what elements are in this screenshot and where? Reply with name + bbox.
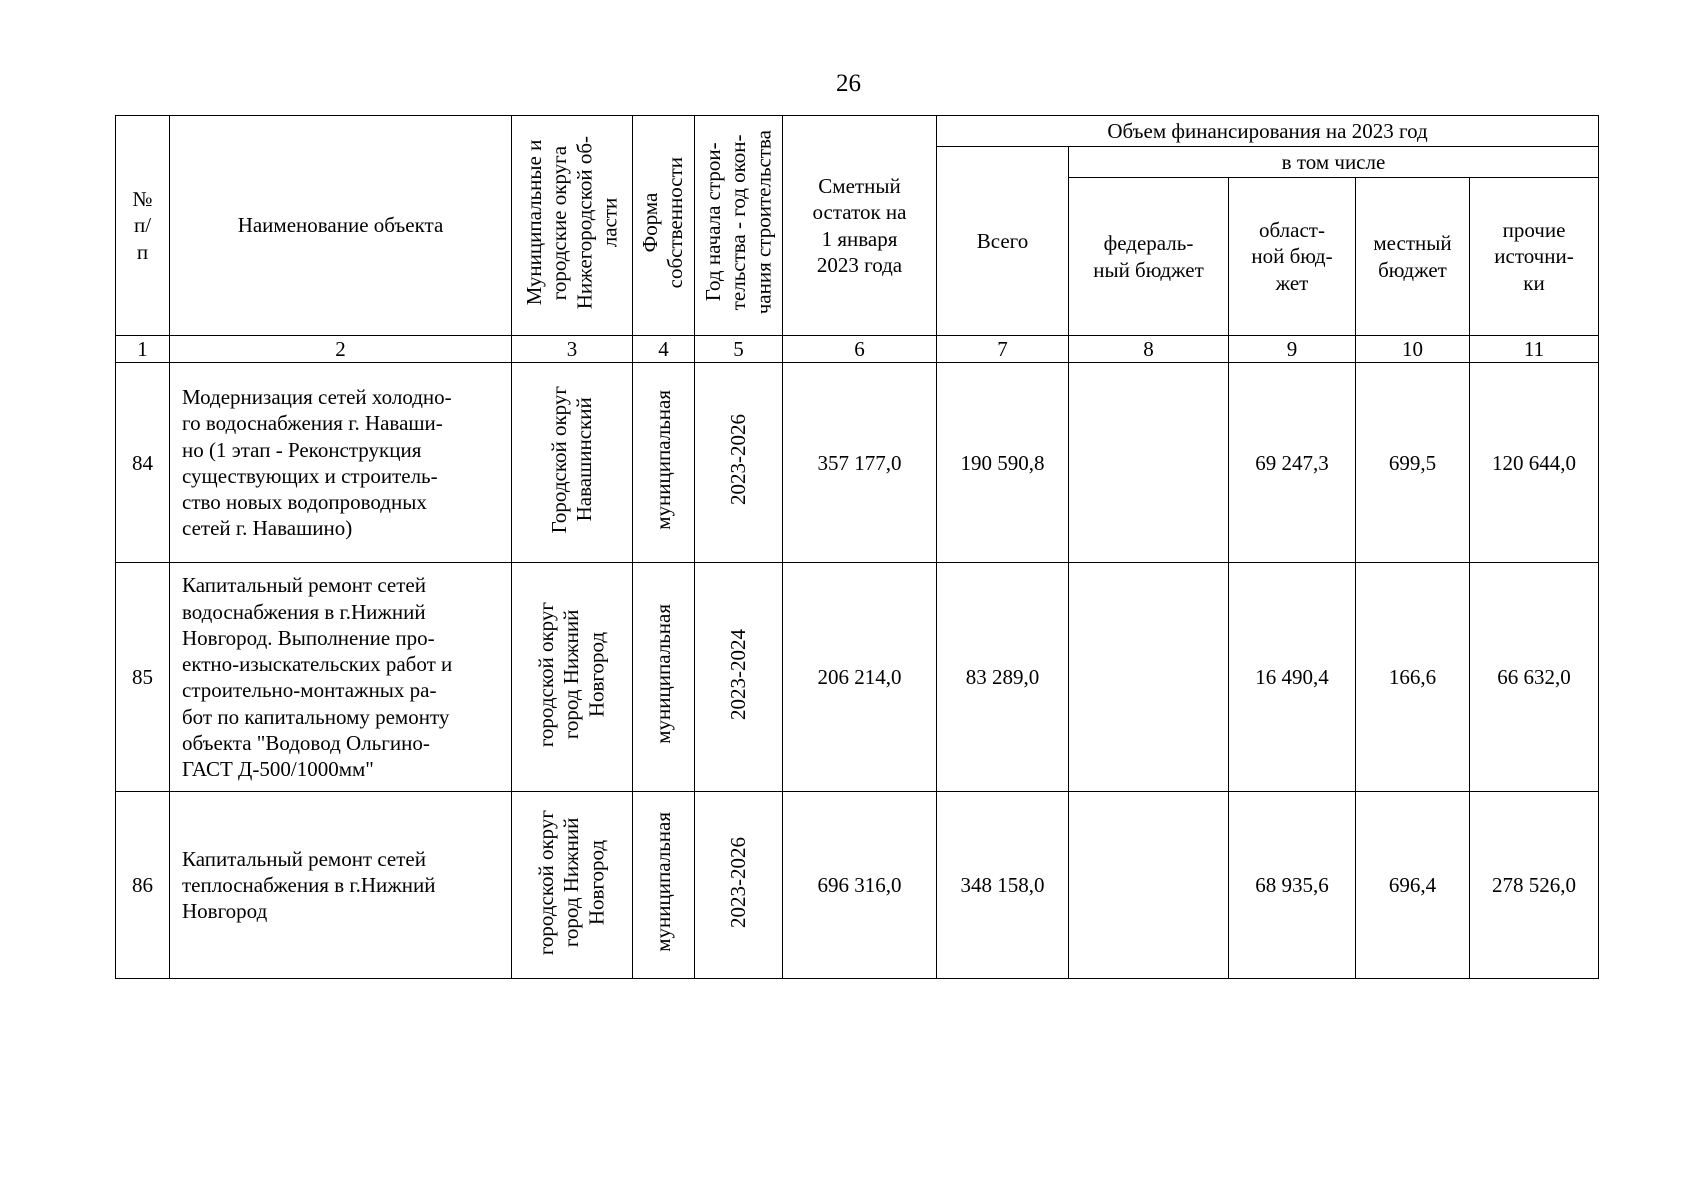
row-local: 166,6	[1356, 563, 1470, 792]
column-number: 11	[1470, 336, 1599, 363]
column-number-row	[116, 336, 1599, 363]
row-other: 66 632,0	[1470, 563, 1599, 792]
header-other-l3: ки	[1523, 270, 1545, 295]
column-number: 9	[1229, 336, 1356, 363]
table-row	[116, 792, 1599, 979]
row-name-line: водоснабжения в г.Нижний	[182, 599, 426, 624]
row-municipality-line: город Нижний	[559, 609, 584, 739]
row-municipality-line: городской округ	[534, 601, 559, 747]
row-years-text: 2023-2024	[725, 628, 750, 720]
row-total: 190 590,8	[937, 363, 1069, 563]
row-name-line: ектно-изыскательских работ и	[182, 652, 453, 676]
header-years-l2: тельства - год окон-	[725, 134, 750, 311]
row-total: 348 158,0	[937, 792, 1069, 979]
column-number: 10	[1356, 336, 1470, 363]
row-other: 278 526,0	[1470, 792, 1599, 979]
header-num-l3: п	[136, 239, 149, 264]
column-number: 8	[1069, 336, 1229, 363]
header-local-l2: бюджет	[1378, 257, 1447, 282]
header-other-l2: источни-	[1494, 244, 1574, 269]
table-row	[116, 363, 1599, 563]
row-balance: 696 316,0	[783, 792, 937, 979]
row-num: 85	[116, 563, 170, 792]
header-federal-l1: федераль-	[1103, 231, 1194, 256]
row-federal	[1069, 563, 1229, 792]
header-regional-l2: ной бюд-	[1251, 244, 1333, 269]
row-municipality-line: городской округ	[534, 809, 559, 955]
row-municipality	[512, 363, 633, 563]
financing-table	[115, 115, 1599, 979]
header-name: Наименование объекта	[170, 116, 512, 336]
row-federal	[1069, 363, 1229, 563]
row-local: 699,5	[1356, 363, 1470, 563]
row-municipality-line: Городской округ	[546, 385, 571, 534]
row-federal	[1069, 792, 1229, 979]
table-row	[116, 563, 1599, 792]
header-ownership-l1: Форма	[638, 192, 663, 253]
row-years	[695, 363, 783, 563]
header-regional	[1229, 178, 1356, 336]
row-name	[170, 792, 512, 979]
row-municipality	[512, 563, 633, 792]
row-name-line: го водоснабжения г. Наваши-	[182, 411, 443, 436]
header-including-group: в том числе	[1069, 147, 1599, 178]
row-name-line: Капитальный ремонт сетей	[182, 846, 426, 871]
header-financing-group: Объем финансирования на 2023 год	[937, 116, 1599, 147]
column-number: 2	[170, 336, 512, 363]
row-ownership-text: муниципальная	[650, 812, 675, 952]
header-federal	[1069, 178, 1229, 336]
header-regional-l1: област-	[1259, 218, 1325, 243]
row-num: 84	[116, 363, 170, 563]
row-balance: 357 177,0	[783, 363, 937, 563]
row-name-line: Новгород. Выполнение про-	[182, 625, 435, 650]
header-municipality-l1: Муниципальные и	[521, 139, 546, 306]
row-name-line: объекта "Водовод Ольгино-	[182, 730, 430, 755]
header-num-l2: п/	[133, 213, 152, 238]
header-municipality	[512, 116, 633, 336]
header-local	[1356, 178, 1470, 336]
row-name-line: ство новых водопроводных	[182, 490, 427, 514]
row-name-line: Модернизация сетей холодно-	[182, 385, 452, 409]
header-municipality-l4: ласти	[597, 197, 622, 248]
column-number: 4	[633, 336, 695, 363]
row-ownership	[633, 363, 695, 563]
row-other: 120 644,0	[1470, 363, 1599, 563]
column-number: 6	[783, 336, 937, 363]
column-number: 5	[695, 336, 783, 363]
row-name	[170, 363, 512, 563]
row-ownership-text: муниципальная	[650, 604, 675, 744]
header-ownership-l2: собственности	[663, 156, 688, 289]
header-balance	[783, 116, 937, 336]
row-municipality-line: Навашинский	[572, 397, 596, 522]
row-name-line: ГАСТ Д-500/1000мм"	[182, 757, 374, 781]
row-name-line: строительно-монтажных ра-	[182, 678, 437, 703]
row-years	[695, 563, 783, 792]
header-balance-l1: Сметный	[818, 174, 901, 198]
header-other-l1: прочие	[1502, 218, 1566, 243]
row-ownership	[633, 792, 695, 979]
header-years-l1: Год начала строи-	[700, 142, 725, 302]
header-balance-l3: 1 января	[821, 226, 898, 251]
header-balance-l4: 2023 года	[816, 252, 903, 277]
header-years	[695, 116, 783, 336]
row-years-text: 2023-2026	[725, 414, 750, 506]
row-num: 86	[116, 792, 170, 979]
row-municipality-line: город Нижний	[559, 817, 584, 947]
row-regional: 69 247,3	[1229, 363, 1356, 563]
header-federal-l2: ный бюджет	[1093, 257, 1204, 282]
header-local-l1: местный	[1373, 231, 1452, 256]
row-name-line: Новгород	[182, 899, 268, 924]
header-municipality-l2: городские округа	[546, 145, 571, 300]
row-years-text: 2023-2026	[725, 836, 750, 928]
header-balance-l2: остаток на	[812, 200, 907, 225]
header-ownership	[633, 116, 695, 336]
row-name-line: теплоснабжения в г.Нижний	[182, 873, 436, 898]
row-municipality	[512, 792, 633, 979]
row-municipality-line: Новгород	[584, 631, 609, 717]
row-name-line: сетей г. Навашино)	[182, 516, 353, 541]
row-regional: 68 935,6	[1229, 792, 1356, 979]
row-regional: 16 490,4	[1229, 563, 1356, 792]
row-ownership	[633, 563, 695, 792]
row-ownership-text: муниципальная	[650, 389, 675, 530]
header-num-l1: №	[132, 187, 153, 212]
row-name	[170, 563, 512, 792]
row-municipality-line: Новгород	[584, 839, 609, 925]
header-years-l3: чания строительства	[751, 130, 776, 315]
row-name-line: существующих и строитель-	[182, 463, 438, 488]
row-total: 83 289,0	[937, 563, 1069, 792]
header-municipality-l3: Нижегородской об-	[572, 135, 596, 309]
column-number: 7	[937, 336, 1069, 363]
row-balance: 206 214,0	[783, 563, 937, 792]
page-number: 26	[836, 70, 861, 97]
header-num	[116, 116, 170, 336]
header-total: Всего	[937, 147, 1069, 336]
row-name-line: бот по капитальному ремонту	[182, 704, 450, 729]
header-other	[1470, 178, 1599, 336]
row-years	[695, 792, 783, 979]
header-regional-l3: жет	[1275, 270, 1309, 295]
row-local: 696,4	[1356, 792, 1470, 979]
column-number: 3	[512, 336, 633, 363]
row-name-line: Капитальный ремонт сетей	[182, 573, 426, 598]
row-name-line: но (1 этап - Реконструкция	[182, 437, 422, 462]
column-number: 1	[116, 336, 170, 363]
